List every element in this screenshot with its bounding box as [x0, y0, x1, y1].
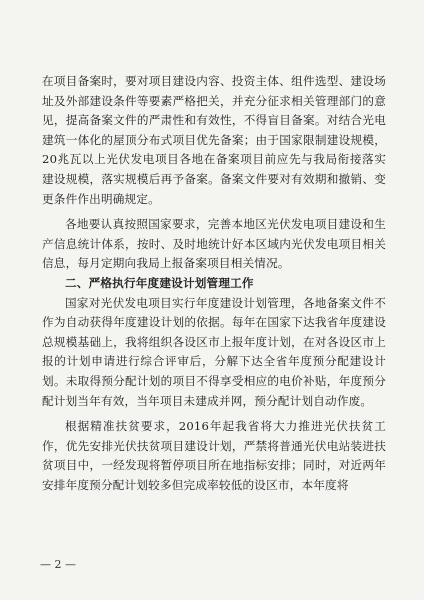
body-paragraph-2: 各地要认真按照国家要求，完善本地区光伏发电项目建设和生产信息统计体系，按时、及时地统计好本区域内光伏发电项目相关信息，每月定期向我局上报备案项目相关情况。: [42, 217, 386, 271]
body-paragraph-3: 国家对光伏发电项目实行年度建设计划管理，各地备案文件不作为自动获得年度建设计划的依据。每年在国家下达我省年度建设总规模基础上，我将组织各设区市上报年度计划，在对各设区市上报的计划申请进行综合评审后，分解下达全省年度预分配建设计划。未取得预分配计划的项目不得享受相应的电价补贴，年度预分配计划当年有效，当年项目未建成并网，预分配计划自动作废。: [42, 295, 386, 408]
body-paragraph-1: 在项目备案时，要对项目建设内容、投资主体、组件选型、建设场址及外部建设条件等要素严格把关，并充分征求相关管理部门的意见，提高备案文件的严肃性和有效性，不得盲目备案。对结合光电建筑一体化的屋顶分布式项目优先备案；由于国家限制建设规模，20兆瓦以上光伏发电项目各地在备案项目前应先与我局衔接落实建设规模，落实规模后再予备案。备案文件要对有效期和撤销、变更条件作出明确规定。: [42, 74, 386, 206]
body-paragraph-4: 根据精准扶贫要求，2016年起我省将大力推进光伏扶贫工作，优先安排光伏扶贫项目建设计划，严禁将普通光伏电站装进扶贫项目中，一经发现将暂停项目所在地指标安排；同时，对近两年安排年度预分配计划较多但完成率较低的设区市，本年度将: [42, 419, 386, 492]
page-number: — 2 —: [40, 558, 76, 571]
section-heading: 二、严格执行年度建设计划管理工作: [65, 275, 254, 290]
